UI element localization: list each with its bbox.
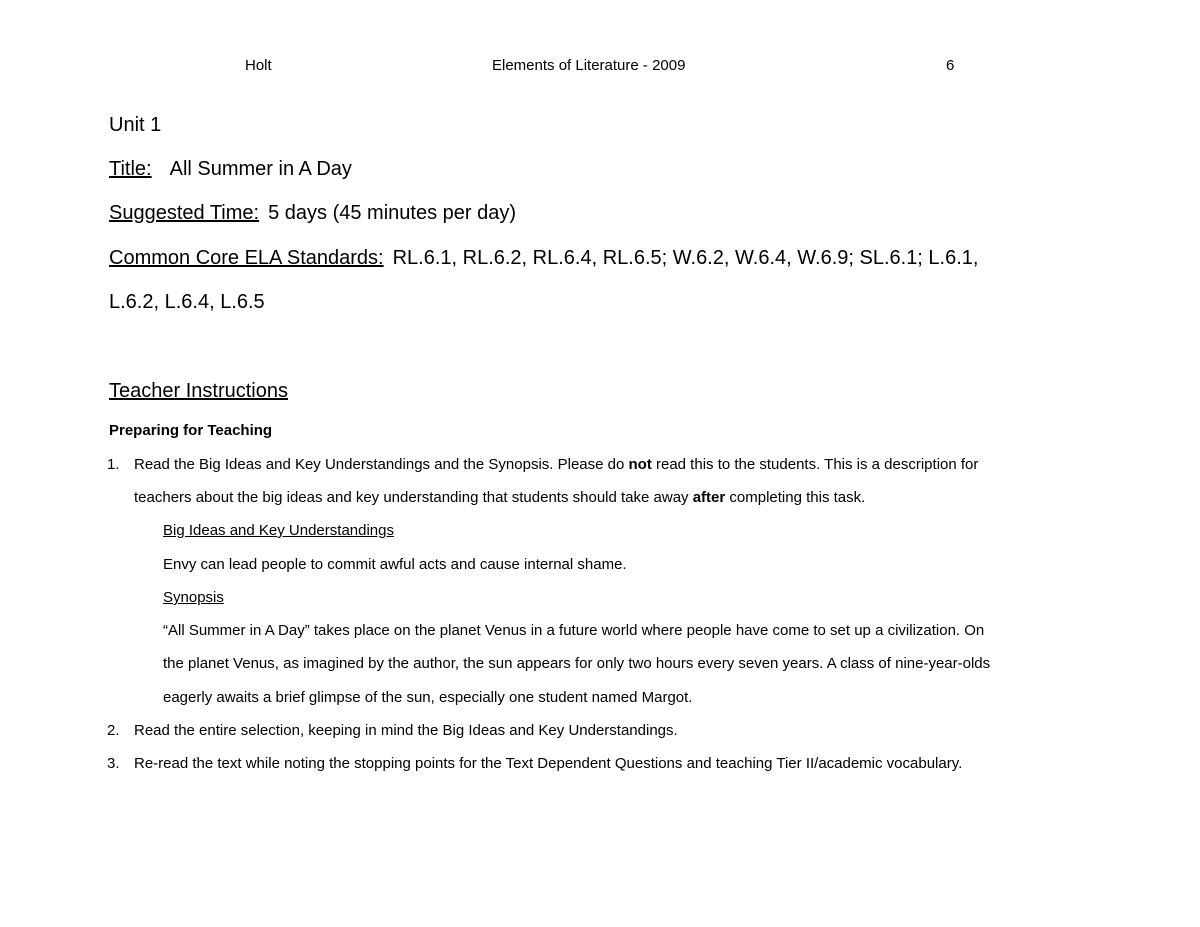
item3-number: 3. bbox=[107, 755, 120, 772]
item2-text: Read the entire selection, keeping in mind the Big Ideas and Key Understandings. bbox=[134, 722, 678, 739]
teacher-instructions-heading: Teacher Instructions bbox=[109, 380, 288, 402]
standards-value-line2: L.6.2, L.6.4, L.6.5 bbox=[109, 291, 265, 313]
synopsis-line1: “All Summer in A Day” takes place on the planet Venus in a future world where people have come to set up a civilization. On bbox=[163, 622, 985, 639]
item1-line1-text-a: Read the Big Ideas and Key Understandings and the Synopsis. Please do bbox=[134, 456, 629, 473]
suggested-time-label: Suggested Time: bbox=[109, 202, 260, 224]
synopsis-heading: Synopsis bbox=[163, 589, 224, 606]
preparing-for-teaching-heading: Preparing for Teaching bbox=[109, 422, 273, 439]
item1-line1-text-b: read this to the students. This is a description for bbox=[651, 456, 979, 473]
unit-label: Unit 1 bbox=[109, 114, 162, 136]
title-row bbox=[109, 156, 352, 182]
standards-row bbox=[109, 245, 978, 271]
item1-emphasis-not: not bbox=[628, 456, 652, 473]
item1-number: 1. bbox=[107, 456, 120, 473]
item1-line1 bbox=[134, 455, 978, 475]
suggested-time-value: 5 days (45 minutes per day) bbox=[268, 202, 516, 224]
item3-text: Re-read the text while noting the stopping points for the Text Dependent Questions and teaching Tier II/academic vocabulary. bbox=[134, 755, 963, 772]
header-grade: 6 bbox=[946, 57, 955, 74]
standards-value-line1: RL.6.1, RL.6.2, RL.6.4, RL.6.5; W.6.2, W.6.4, W.6.9; SL.6.1; L.6.1, bbox=[392, 247, 979, 269]
item1-line2-text-b: completing this task. bbox=[725, 489, 866, 506]
big-ideas-text: Envy can lead people to commit awful acts and cause internal shame. bbox=[163, 556, 627, 573]
item2-number: 2. bbox=[107, 722, 120, 739]
suggested-time-row bbox=[109, 200, 516, 226]
item1-line2 bbox=[134, 488, 865, 508]
header-book-title: Elements of Literature - 2009 bbox=[492, 57, 686, 74]
item1-emphasis-after: after bbox=[692, 489, 726, 506]
header-publisher: Holt bbox=[245, 57, 272, 74]
synopsis-line3: eagerly awaits a brief glimpse of the sun, especially one student named Margot. bbox=[163, 689, 693, 706]
big-ideas-heading: Big Ideas and Key Understandings bbox=[163, 522, 394, 539]
title-value: All Summer in A Day bbox=[169, 158, 352, 180]
standards-label: Common Core ELA Standards: bbox=[109, 247, 384, 269]
synopsis-line2: the planet Venus, as imagined by the author, the sun appears for only two hours every seven years. A class of nine-year-olds bbox=[163, 655, 991, 672]
item1-line2-text-a: teachers about the big ideas and key understanding that students should take away bbox=[134, 489, 693, 506]
title-label: Title: bbox=[109, 158, 152, 180]
